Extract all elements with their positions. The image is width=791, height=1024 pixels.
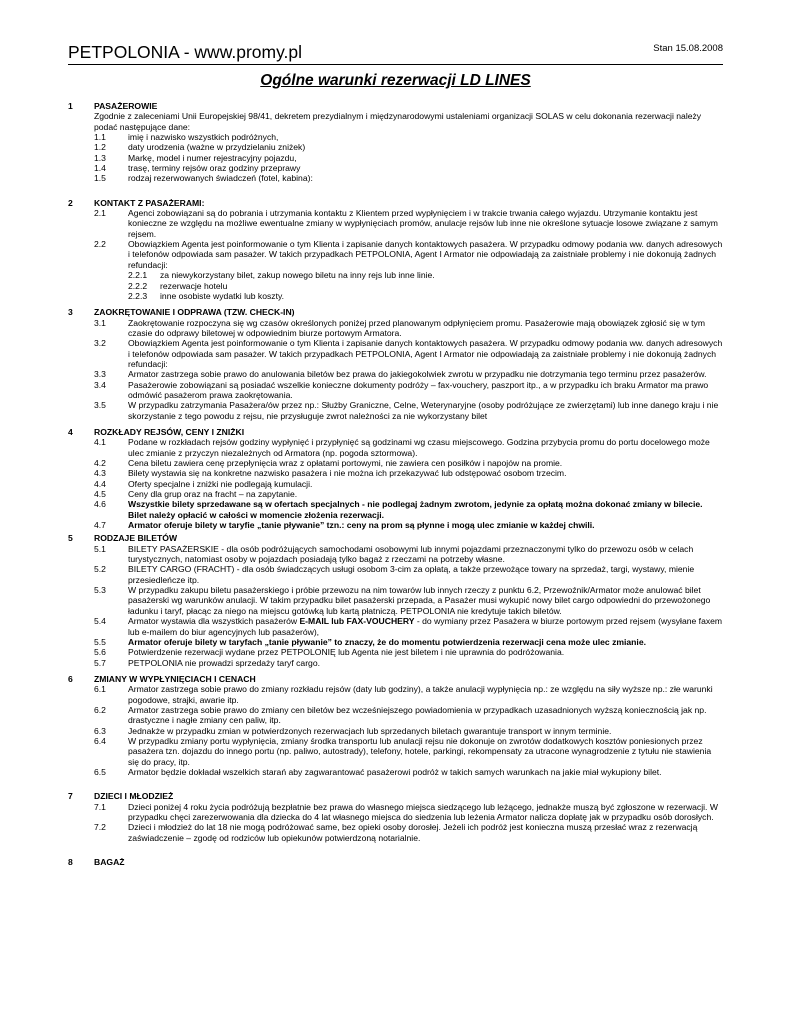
clause-text: Armator zastrzega sobie prawo do zmiany cen biletów bez wcześniejszego powiadomienia w przypadkach uzasadnionych wyższą koniecznością jak np. drastyczne i nagłe zmiany cen paliw, itp. xyxy=(128,704,707,726)
clause-number: 1.1 xyxy=(94,132,106,143)
clause-number: 1.4 xyxy=(94,163,106,174)
section-heading xyxy=(68,198,723,208)
subclause-2.2.3 xyxy=(128,291,723,301)
section-2 xyxy=(68,198,723,301)
section-1 xyxy=(68,101,723,184)
clause-text: Potwierdzenie rezerwacji wydane przez PETPOLONIĘ lub Agenta nie jest biletem i nie uprawnia do podróżowania. xyxy=(128,647,565,658)
section-number: 7 xyxy=(68,791,73,802)
clause-number: 4.2 xyxy=(94,458,106,468)
clause-text: W przypadku zatrzymania Pasażera/ów przez np.: Służby Graniczne, Celne, Weterynaryjne (osoby podróżujące ze zwierzętami) lub inne danego kraju i nie skorzystanie z tego powodu z rejsu, nie przysługuje zwrot należności za nie wykorzystany bilet xyxy=(128,400,719,421)
subclause-number: 2.2.3 xyxy=(128,290,148,301)
clause-number: 4.4 xyxy=(94,478,106,489)
clause-number: 4.1 xyxy=(94,437,106,448)
clause-7.1 xyxy=(94,802,723,823)
clause-6.5 xyxy=(94,767,723,777)
clause-5.4 xyxy=(94,616,723,637)
clause-number: 5.6 xyxy=(94,647,106,658)
subclause-text: inne osobiste wydatki lub koszty. xyxy=(160,290,285,301)
clause-5.5 xyxy=(94,637,723,647)
clause-number: 3.3 xyxy=(94,369,106,380)
clause-text: Obowiązkiem Agenta jest poinformowanie o tym Klienta i zapisanie danych kontaktowych pasażera. W przypadku odmowy podania ww. danych adresowych i telefonów odpowiada sam pasażer. W takich przypadkach PETPOLONIA, Agent I Armator nie odpowiadają za zaistniałe problemy i nie dokonują żadnych refundacji: xyxy=(128,239,723,270)
section-number: 6 xyxy=(68,673,73,684)
section-intro: Zgodnie z zaleceniami Unii Europejskiej 98/41, dekretem prezydialnym i międzynarodowymi ustaleniami organizacji SOLAS w celu dokonania rezerwacji należy podać następujące dane: xyxy=(94,111,702,132)
clause-1.2 xyxy=(94,142,723,152)
clause-emphasis: E-MAIL lub FAX-VOUCHERY xyxy=(299,616,415,627)
clause-number: 6.4 xyxy=(94,735,106,746)
section-number: 4 xyxy=(68,426,73,437)
section-heading xyxy=(68,101,723,111)
clause-6.1 xyxy=(94,684,723,705)
subclause-number: 2.2.2 xyxy=(128,280,148,291)
section-spacer xyxy=(68,184,723,198)
document-title: Ogólne warunki rezerwacji LD LINES xyxy=(260,72,531,89)
clause-text: Markę, model i numer rejestracyjny pojazdu, xyxy=(128,152,297,163)
clause-text: trasę, terminy rejsów oraz godziny przeprawy xyxy=(128,163,301,174)
clause-text: Cena biletu zawiera cenę przepłynięcia wraz z opłatami portowymi, nie zawiera cen posiłków i napojów na promie. xyxy=(128,458,563,468)
clause-number: 6.3 xyxy=(94,725,106,736)
clause-number: 6.2 xyxy=(94,704,106,715)
clause-1.4 xyxy=(94,163,723,173)
clause-text: Obowiązkiem Agenta jest poinformowanie o tym Klienta i zapisanie danych kontaktowych pasażera. W przypadku odmowy podania ww. danych adresowych i telefonów odpowiada sam pasażer. W takich przypadkach PETPOLONIA, Agent I Armator nie odpowiadają za zaistniałe problemy i nie dokonują żadnych refundacji: xyxy=(128,338,723,369)
clause-text: Armator oferuje bilety w taryfie „tanie pływanie” tzn.: ceny na prom są płynne i mogą ulec zmianie w każdej chwili. xyxy=(128,520,595,531)
section-heading xyxy=(68,857,723,867)
section-number: 3 xyxy=(68,307,73,318)
clause-6.2 xyxy=(94,705,723,726)
section-6 xyxy=(68,674,723,777)
section-title: PASAŻEROWIE xyxy=(94,101,158,111)
clause-text: Dzieci i młodzież do lat 18 nie mogą podróżować same, bez opieki osoby dorosłej. Jeżeli ich podróż jest konieczna muszą przesłać wraz z rezerwacją zaświadczenie – zgodę od rodziców lub opiekunów potwierdzoną notarialnie. xyxy=(128,822,698,843)
clause-number: 7.2 xyxy=(94,822,106,833)
clause-number: 3.5 xyxy=(94,400,106,411)
clause-number: 4.6 xyxy=(94,499,106,510)
clause-text: W przypadku zakupu biletu pasażerskiego i próbie przewozu na nim towarów lub innych rzeczy z punktu 6.2, Przewoźnik/Armator może anulować bilet pasażerski wg warunków anulacji. W takim przypadku bilet pasażerski przepada, a Pasażer musi wykupić nowy bilet cargo odpowiedni do przewożonego ładunku i taryf, płacąc za niego na miejscu gotówką lub kartą płatniczą. PETPOLONIA nie kredytuje takich biletów. xyxy=(128,585,711,616)
clause-number: 4.3 xyxy=(94,468,106,479)
section-heading xyxy=(68,427,723,437)
subclause-number: 2.2.1 xyxy=(128,270,148,281)
clause-text: Armator oferuje bilety w taryfach „tanie pływanie” to znaczy, że do momentu potwierdzenia rezerwacji cena może ulec zmianie. xyxy=(128,636,646,647)
clause-text: Agenci zobowiązani są do pobrania i utrzymania kontaktu z Klientem przed wypłynięciem i w trakcie trwania całego wyjazdu. Utrzymanie kontaktu jest konieczne ze względu na możliwe ewentualne zmiany w wypłynięciach promów, anulacje rejsów lub inne nie określone sytuacje losowe związane z samym rejsem. xyxy=(128,208,718,239)
clause-3.3 xyxy=(94,369,723,379)
section-title: ROZKŁADY REJSÓW, CENY I ZNIŻKI xyxy=(94,426,245,437)
section-number: 8 xyxy=(68,857,73,868)
clause-2.1 xyxy=(94,208,723,239)
clause-number: 6.5 xyxy=(94,766,106,777)
section-spacer xyxy=(68,777,723,791)
clause-6.3 xyxy=(94,726,723,736)
clause-2.2 xyxy=(94,239,723,270)
clause-4.5 xyxy=(94,489,723,499)
subclause-text: rezerwacje hotelu xyxy=(160,280,228,291)
clause-number: 3.4 xyxy=(94,379,106,390)
clause-text: daty urodzenia (ważne w przydzielaniu zniżek) xyxy=(128,142,306,153)
clause-number: 5.1 xyxy=(94,543,106,554)
clause-number: 4.5 xyxy=(94,489,106,500)
clause-4.6 xyxy=(94,499,723,520)
clause-number: 5.7 xyxy=(94,657,106,668)
section-number: 5 xyxy=(68,533,73,544)
clause-number: 4.7 xyxy=(94,520,106,531)
clause-text: W przypadku zmiany portu wypłynięcia, zmiany środka transportu lub anulacji rejsu nie dokonuje on zwrotów dodatkowych kosztów poniesionych przez pasażera tzn. dojazdu do innego portu (np. paliwo, autostrady), telefony, hotele, parkingi, rekompensaty za utracone wynagrodzenie z tytułu nie stawienia się do pracy, itp. xyxy=(128,735,712,767)
clause-number: 7.1 xyxy=(94,801,106,812)
section-title: ZMIANY W WYPŁYNIĘCIACH I CENACH xyxy=(94,673,256,684)
clause-text: Wszystkie bilety sprzedawane są w ofertach specjalnych - nie podlegaj żadnym zwrotom, jedynie za opłatą można dokonać zmiany w bilecie. Bilet należy opłacić w całości w momencie złożenia rezerwacji. xyxy=(128,499,703,520)
clause-number: 1.2 xyxy=(94,142,106,153)
clause-6.4 xyxy=(94,736,723,767)
page-header xyxy=(68,40,723,65)
clause-number: 1.5 xyxy=(94,173,106,184)
clause-5.6 xyxy=(94,647,723,657)
clause-text: Armator wystawia dla wszystkich pasażerów E-MAIL lub FAX-VOUCHERY - do wymiany przez Pasażera w biurze portowym przed rejsem (wysyłane faxem lub e-mailem do biur agencyjnych lub pasażerów), xyxy=(128,616,723,637)
clause-text: PETPOLONIA nie prowadzi sprzedaży taryf cargo. xyxy=(128,657,321,668)
clause-number: 5.3 xyxy=(94,585,106,596)
clause-text: Podane w rozkładach rejsów godziny wypłynięć i przypłynięć są godzinami wg czasu miejscowego. Godzina przybycia promu do portu docelowego może ulec zmianie z przyczyn niezależnych od Armatora (np. pogoda sztormowa). xyxy=(128,437,710,458)
section-title: KONTAKT Z PASAŻERAMI: xyxy=(94,197,205,208)
section-spacer xyxy=(68,843,723,857)
section-number: 1 xyxy=(68,101,73,111)
clause-5.1 xyxy=(94,544,723,565)
section-heading xyxy=(68,791,723,801)
document-date: Stan 15.08.2008 xyxy=(653,43,723,54)
section-heading xyxy=(68,674,723,684)
clause-5.7 xyxy=(94,658,723,668)
clause-4.2 xyxy=(94,458,723,468)
clause-text: Oferty specjalne i zniżki nie podlegają kumulacji. xyxy=(128,478,313,489)
clause-5.3 xyxy=(94,585,723,616)
section-heading xyxy=(68,533,723,543)
clause-number: 3.2 xyxy=(94,338,106,349)
clause-4.1 xyxy=(94,437,723,458)
clause-1.3 xyxy=(94,153,723,163)
section-5 xyxy=(68,533,723,667)
clause-number: 3.1 xyxy=(94,317,106,328)
clause-text: Ceny dla grup oraz na fracht – na zapytanie. xyxy=(128,489,298,500)
section-4 xyxy=(68,427,723,530)
clause-3.4 xyxy=(94,380,723,401)
clause-text: BILETY PASAŻERSKIE - dla osób podróżujących samochodami osobowymi lub innymi pojazdami przeznaczonymi tylko do przewozu osób w celach turystycznych, natomiast osoby w pojazdach posiadają tylko bagaż z rzeczami na potrzeby własne. xyxy=(128,543,694,565)
section-7 xyxy=(68,791,723,843)
clause-number: 2.1 xyxy=(94,208,106,219)
clause-text: Armator będzie dokładał wszelkich starań aby zagwarantować pasażerowi podróż w takich samych warunkach na jakie miał wykupiony bilet. xyxy=(128,766,662,777)
clause-5.2 xyxy=(94,564,723,585)
clause-number: 5.2 xyxy=(94,564,106,575)
section-number: 2 xyxy=(68,197,73,208)
clause-1.1 xyxy=(94,132,723,142)
clause-number: 6.1 xyxy=(94,684,106,695)
clause-text: Pasażerowie zobowiązani są posiadać wszelkie konieczne dokumenty podróży – fax-vouchery, paszport itp., a w przypadku ich braku Armator ma prawo odmówić pasażerom prawa zaokrętowania. xyxy=(128,379,709,400)
section-title: RODZAJE BILETÓW xyxy=(94,533,178,544)
clause-text: Bilety wystawia się na konkretne nazwisko pasażera i nie można ich przekazywać lub odstępować osobom trzecim. xyxy=(128,468,567,479)
clause-4.3 xyxy=(94,468,723,478)
clause-3.2 xyxy=(94,338,723,369)
section-title: DZIECI I MŁODZIEŻ xyxy=(94,791,174,802)
clause-4.7 xyxy=(94,520,723,530)
clause-number: 5.4 xyxy=(94,616,106,627)
clause-3.5 xyxy=(94,400,723,421)
clause-number: 2.2 xyxy=(94,239,106,250)
subclause-2.2.1 xyxy=(128,270,723,280)
clause-text: Jednakże w przypadku zmian w potwierdzonych rezerwacjach lub sprzedanych biletach gwarantuje transport w innym terminie. xyxy=(128,725,612,736)
subclause-2.2.2 xyxy=(128,281,723,291)
clause-7.2 xyxy=(94,822,723,843)
clause-4.4 xyxy=(94,479,723,489)
clause-number: 1.3 xyxy=(94,152,106,163)
subclause-text: za niewykorzystany bilet, zakup nowego biletu na inny rejs lub inne linie. xyxy=(160,270,435,281)
document-body xyxy=(68,101,723,867)
brand-title: PETPOLONIA - www.promy.pl xyxy=(68,42,303,62)
section-3 xyxy=(68,307,723,421)
section-heading xyxy=(68,307,723,317)
section-title: ZAOKRĘTOWANIE I ODPRAWA (TZW. CHECK-IN) xyxy=(94,307,295,318)
clause-text: Armator zastrzega sobie prawo do anulowania biletów bez prawa do jakiegokolwiek zwrotu w przypadku nie dotrzymania tego terminu przez pasażerów. xyxy=(128,369,707,380)
clause-1.5 xyxy=(94,173,723,183)
clause-text: Zaokrętowanie rozpoczyna się wg czasów określonych poniżej przed planowanym odpłynięciem promu. Pasażerowie mają obowiązek zgłosić się w tym czasie do odprawy biletowej w odpowiednim biurze portowym Armatora. xyxy=(128,317,706,338)
section-8 xyxy=(68,857,723,867)
clause-3.1 xyxy=(94,318,723,339)
clause-text: rodzaj rezerwowanych świadczeń (fotel, kabina): xyxy=(128,173,313,184)
clause-text: imię i nazwisko wszystkich podróżnych, xyxy=(128,132,279,143)
clause-number: 5.5 xyxy=(94,636,106,647)
clause-text: Armator zastrzega sobie prawo do zmiany rozkładu rejsów (daty lub godziny), a także anulacji wypłynięcia np.: ze względu na siły wyższe np.: złe warunki pogodowe, strajki, awarie itp. xyxy=(128,684,713,705)
clause-text: BILETY CARGO (FRACHT) - dla osób świadczących usługi osobom 3-cim za opłatą, a także przewożące towary na sprzedaż, targi, wystawy, mienie przesiedleńcze itp. xyxy=(128,564,695,585)
section-title: BAGAŻ xyxy=(94,857,125,868)
clause-text: Dzieci poniżej 4 roku życia podróżują bezpłatnie bez prawa do własnego miejsca siedzącego lub leżącego, jednakże muszą być zgłoszone w rezerwacji. W przypadku chęci zarezerwowania dla dziecka do 4 lat własnego miejsca do siedzenia lub leżenia Armator nalicza dopłatę jak w przypadku osób dorosłych. xyxy=(128,801,718,822)
